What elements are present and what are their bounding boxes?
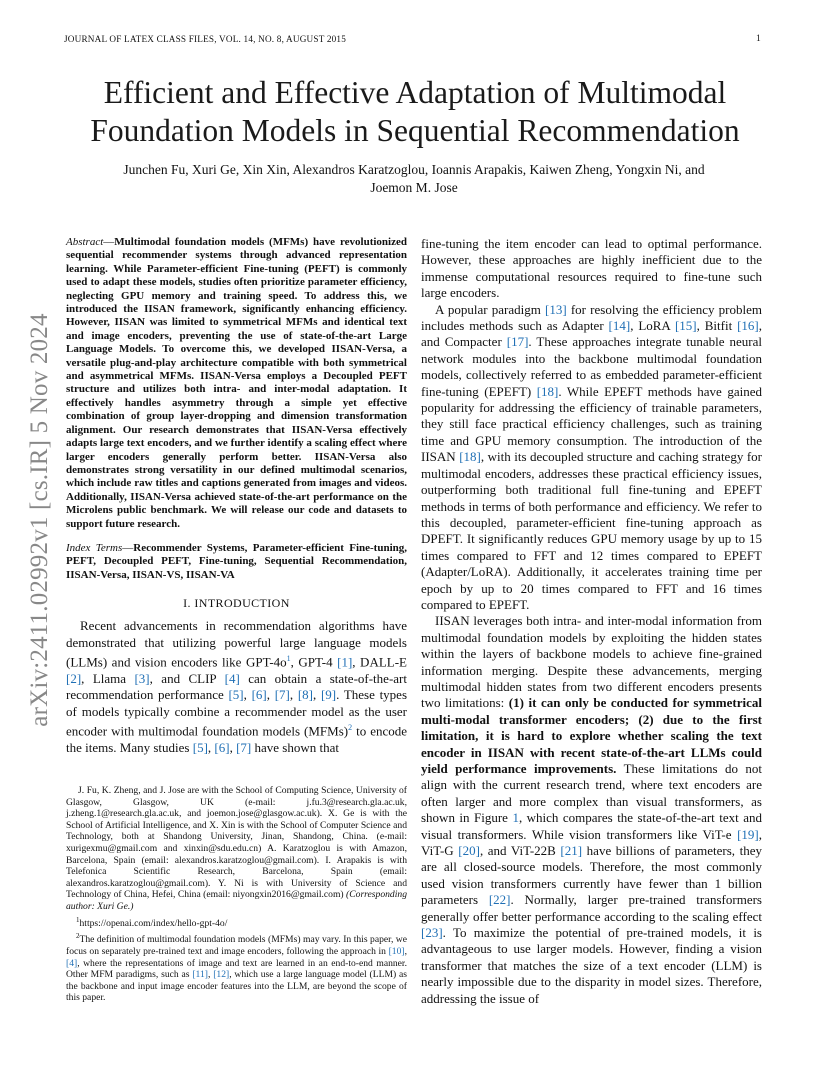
text-run: can obtain a state-of-the-art recommendation performance (66, 670, 407, 703)
citation-link[interactable]: [18] (459, 449, 481, 465)
text-run: Recent advancements in recommendation algorithms have demonstrated that utilizing powerful large language models (LLMs) and vision encoders like GPT-4o (66, 618, 407, 670)
index-terms-body: Recommender Systems, Parameter-efficient Fine-tuning, PEFT, Decoupled PEFT, Fine-tuning, Sequential Recommendation, IISAN-Versa, IISAN-VS, IISAN-VA (66, 541, 407, 581)
citation-link[interactable]: [22] (488, 892, 511, 908)
section-number: I. (183, 596, 191, 611)
footnote-2 (66, 931, 407, 1004)
citation-link[interactable]: [13] (544, 301, 567, 317)
citation-link[interactable]: [18] (536, 383, 559, 399)
affiliation-footnote (66, 785, 407, 913)
citation-link[interactable]: [7] (236, 739, 252, 755)
abstract-label: Abstract (66, 236, 104, 248)
text-run: , Llama (81, 670, 135, 686)
abstract (66, 236, 407, 531)
citation-link[interactable]: [17] (506, 334, 529, 350)
citation-link[interactable]: [6] (251, 687, 267, 703)
citation-link[interactable]: [14] (608, 318, 631, 334)
text-run: , ViT-G (421, 826, 762, 859)
citation-link[interactable]: [5] (192, 739, 208, 755)
text-run: The definition of multimodal foundation models (MFMs) may vary. In this paper, we focus on separately pre-trained text and image encoders, following the approach in (66, 934, 407, 958)
citation-link[interactable]: [12] (213, 969, 230, 981)
citation-link[interactable]: [15] (674, 318, 697, 334)
citation-link[interactable]: [4] (66, 957, 78, 969)
text-run: , where the representations of image and text are learned in an end-to-end manner. Other MFM paradigms, such as (66, 957, 407, 981)
text-run: A popular paradigm (435, 301, 545, 317)
figure-link[interactable]: 1 (512, 810, 519, 826)
title-line-1: Efficient and Effective Adaptation of Multimodal (103, 75, 727, 110)
left-column (66, 236, 407, 756)
citation-link[interactable]: [21] (560, 843, 583, 859)
citation-link[interactable]: [3] (134, 670, 150, 686)
text-run: , (207, 969, 214, 981)
index-terms-label: Index Terms (66, 541, 123, 554)
text-run: , (207, 739, 215, 755)
citation-link[interactable]: [7] (274, 687, 290, 703)
citation-link[interactable]: [4] (224, 670, 240, 686)
corresponding-author: (Corresponding author: Xuri Ge.) (66, 889, 407, 912)
footnote-1 (66, 915, 407, 930)
footnote-ref-1[interactable]: 1 (286, 653, 291, 663)
text-run: , (266, 687, 275, 703)
text-run: , with its decoupled structure and caching strategy for multimodal encoders, addresses these practical efficiency issues, outperforming both traditional full fine-tuning and EPEFT methods in terms of both performance and efficiency. We refer to this decoupled, parameter-efficient fine-tuning approach as DPEFT. It significantly reduces GPU memory usage by up to 15 times compared to FFT and 12 times compared to EPEFT (Adapter/LoRA). Additionally, it accelerates training time per epoch by up to 20 times compared to FFT and 16 times compared to EPEFT. (421, 449, 762, 612)
intro-paragraph-continued: fine-tuning the item encoder can lead to optimal performance. However, these approaches are highly inefficient due to the immense computational resources required to fine-tune such large encoders. (421, 236, 762, 301)
text-run: , and Compacter (421, 318, 762, 350)
citation-link[interactable]: [5] (228, 687, 244, 703)
text-run: . While EPEFT methods have gained popularity for addressing the efficiency of trainable parameters, they still face practical efficiency challenges, such as training time and GPU memory consumption. The introduction of the IISAN (421, 383, 762, 465)
text-run: IISAN leverages both intra- and inter-modal information from multimodal foundation models by exploiting the hidden states within the layers of backbone models to achieve fine-grained information merging. Despite these advancements, merging multimodal hidden states from two different encoders presents two limitations: (421, 613, 762, 711)
text-run: , which compares the state-of-the-art text and visual transformers. While vision transformers like ViT-e (421, 810, 762, 842)
section-heading (66, 596, 407, 611)
author-list (64, 161, 764, 197)
text-run: to encode the items. Many studies (66, 723, 407, 755)
footnote-number: 2 (76, 932, 80, 941)
text-run: , and CLIP (149, 670, 225, 686)
citation-link[interactable]: [23] (421, 925, 443, 941)
intro-paragraph-2 (421, 302, 762, 614)
index-terms (66, 542, 407, 582)
text-run: , (289, 687, 298, 703)
text-run: , (404, 946, 407, 958)
text-run: , DALL-E (352, 654, 407, 670)
section-title: INTRODUCTION (194, 596, 290, 611)
text-run: , which use a large language model (LLM) as the backbone and input image encoder features into the LLM, are beyond the scope of this paper. (66, 969, 407, 1004)
citation-link[interactable]: [6] (214, 739, 230, 755)
text-run: for resolving the efficiency problem includes methods such as Adapter (421, 301, 762, 334)
footnote-ref-2[interactable]: 2 (348, 722, 353, 732)
text-run: , (229, 739, 237, 755)
title-line-2: Foundation Models in Sequential Recommendation (90, 113, 740, 148)
citation-link[interactable]: [2] (66, 670, 82, 686)
right-column (421, 236, 762, 1007)
footnotes (66, 785, 407, 1006)
journal-header: JOURNAL OF LATEX CLASS FILES, VOL. 14, NO. 8, AUGUST 2015 (64, 34, 347, 44)
abstract-body: Multimodal foundation models (MFMs) have revolutionized sequential recommender systems through advanced representation learning. While Parameter-efficient Fine-tuning (PEFT) is commonly used to adapt these models, studies often prioritize parameter efficiency, neglecting GPU memory and training speed. To address this, we introduced the IISAN framework, significantly enhancing efficiency. However, IISAN was limited to symmetrical MFMs and identical text and image encoders, preventing the use of state-of-the-art Large Language Models. To overcome this, we developed IISAN-Versa, a versatile plug-and-play architecture compatible with both symmetrical and asymmetrical MFMs. IISAN-Versa employs a Decoupled PEFT structure and utilizes both intra- and inter-modal adaptation. It effectively handles asymmetry through a simple yet effective combination of group layer-dropping and dimension transformation alignment. Our research demonstrates that IISAN-Versa effectively adapts large text encoders, and we further identify a scaling effect where larger encoders generally perform better. IISAN-Versa also demonstrates strong versatility in our defined multimodal scenarios, which include raw titles and captions generated from images and videos. Additionally, IISAN-Versa achieved state-of-the-art performance on the Microlens public benchmark. We will release our code and datasets to support future research. (66, 236, 407, 530)
footnote-url[interactable]: https://openai.com/index/hello-gpt-4o/ (79, 917, 228, 929)
citation-link[interactable]: [8] (297, 687, 313, 703)
authors-line-2: Joemon M. Jose (370, 180, 458, 195)
citation-link[interactable]: [10] (388, 946, 405, 958)
text-run: . Normally, larger pre-trained transformers generally offer better performance according to the scaling effect (421, 892, 762, 924)
citation-link[interactable]: [20] (458, 843, 480, 859)
authors-line-1: Junchen Fu, Xuri Ge, Xin Xin, Alexandros Karatzoglou, Ioannis Arapakis, Kaiwen Zheng, Yongxin Ni, and (123, 162, 705, 177)
text-run: , (312, 687, 321, 703)
citation-link[interactable]: [1] (337, 654, 353, 670)
text-run: . These approaches integrate tunable neural network modules into the backbone multimodal foundation models, collectively referred to as embedded parameter-efficient fine-tuning (EPEFT) (421, 334, 762, 399)
abstract-dash: — (103, 236, 115, 248)
text-run: , and ViT-22B (479, 843, 561, 859)
intro-paragraph-3 (421, 613, 762, 1007)
paper-title (40, 74, 790, 150)
text-run: . These types of models typically combine a recommender model as the user encoder with multimodal foundation models (MFMs) (66, 687, 408, 739)
citation-link[interactable]: [9] (320, 687, 337, 703)
citation-link[interactable]: [19] (737, 826, 759, 842)
text-run: , (243, 687, 252, 703)
text-run: These limitations do not align with the current research trend, where text encoders are often larger and more complex than visual transformers, as shown in Figure (421, 761, 763, 826)
citation-link[interactable]: [16] (737, 318, 759, 334)
text-run: , LoRA (630, 318, 675, 334)
page-number: 1 (756, 34, 761, 44)
arxiv-stamp: arXiv:2411.02992v1 [cs.IR] 5 Nov 2024 (26, 313, 53, 727)
limitations-statement: (1) it can only be conducted for symmetrical multi-modal transformer encoders; (2) due to the first limitation, it is hard to explore whether scaling the text encoder in IISAN with recent state-of-the-art LLMs could yield performance improvements. (421, 695, 762, 776)
footnote-number: 1 (76, 915, 80, 924)
text-run: have shown that (251, 739, 339, 755)
index-terms-dash: — (122, 541, 134, 554)
text-run: , Bitfit (696, 318, 738, 334)
citation-link[interactable]: [11] (192, 969, 208, 981)
text-run: . To maximize the potential of pre-trained models, it is advantageous to use larger models. However, finding a vision transformer that matches the size of a text encoder (LLM) is nearly impossible due to the disparity in model sizes. Therefore, addressing the issue of (421, 925, 762, 1006)
text-run: have billions of parameters, they are all closed-source models. Therefore, the most commonly used vision transformers currently have fewer than 1 billion parameters (421, 843, 762, 908)
affiliation-text: J. Fu, K. Zheng, and J. Jose are with the School of Computing Science, University of Glasgow, Glasgow, UK (e-mail: j.fu.3@research.gla.ac.uk, j.zheng.1@research.gla.ac.uk, and joemon.jose@glasgow.ac.uk). X. Ge is with the School of Artificial Intelligence, and X. Xin is with the School of Computer Science and Technology, both at Shandong University, Jinan, Shandong, China. (e-mail: xurigexmu@gmail.com and xinxin@sdu.edu.cn) A. Karatzoglou is with Amazon, Barcelona, Spain (email: alexandros.karatzoglou@gmail.com). I. Arapakis is with Telefonica Scientific Research, Barcelona, Spain (email: alexandros.karatzoglou@gmail.com). Y. Ni is with University of Science and Technology of China, Hefei, China (email: niyongxin2016@gmail.com) (66, 785, 407, 901)
text-run: , GPT-4 (290, 654, 338, 670)
intro-paragraph-1 (66, 618, 407, 756)
